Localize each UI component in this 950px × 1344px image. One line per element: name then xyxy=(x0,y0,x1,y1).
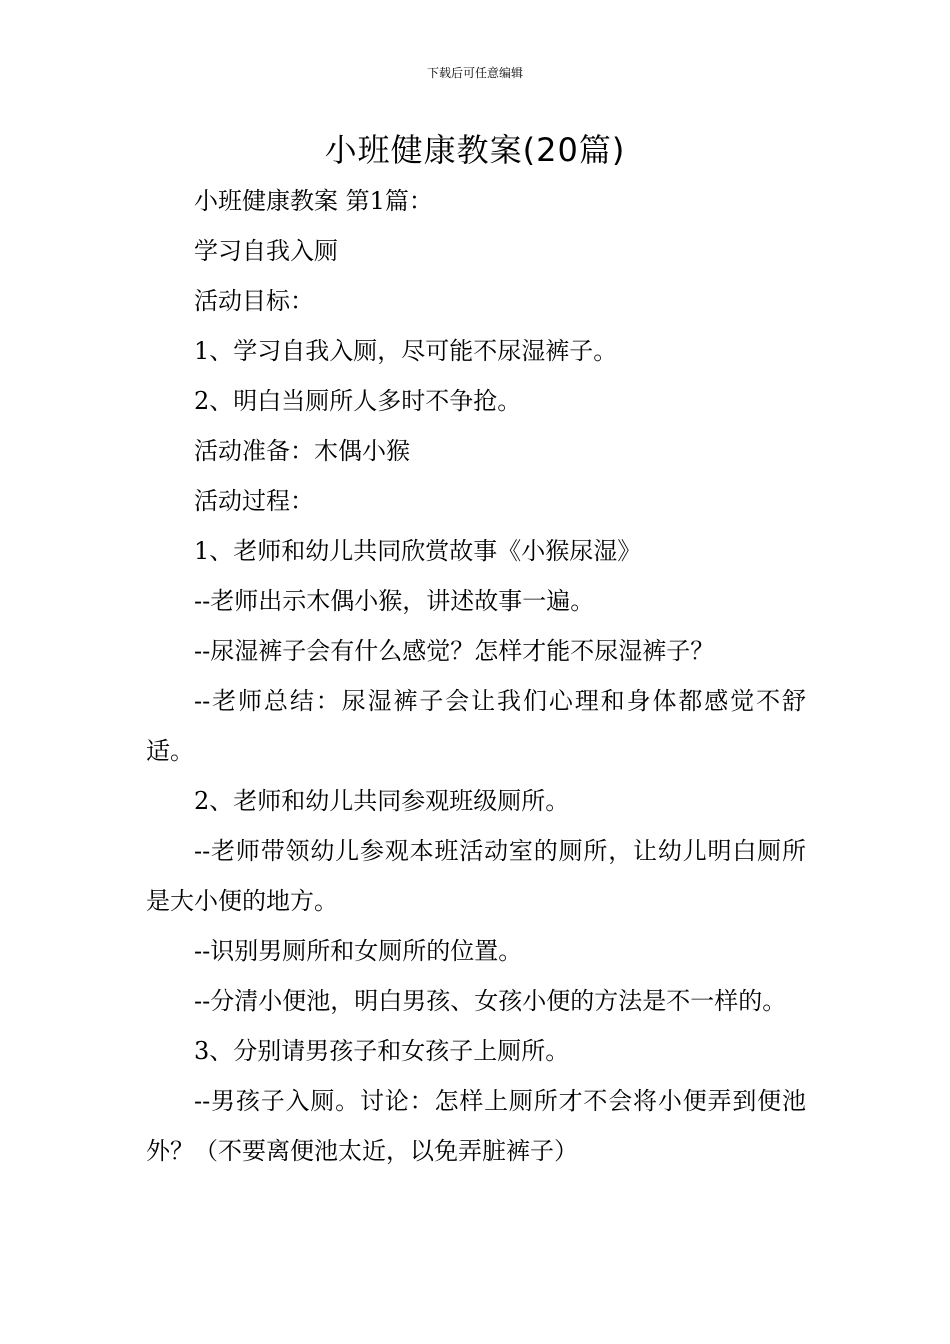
paragraph-step-3: 3、分别请男孩子和女孩子上厕所。 xyxy=(194,1037,570,1065)
paragraph-section-heading: 小班健康教案 第1篇： xyxy=(194,187,433,215)
paragraph-step-1: 1、老师和幼儿共同欣赏故事《小猴尿湿》 xyxy=(194,537,642,565)
paragraph-goal-2: 2、明白当厕所人多时不争抢。 xyxy=(194,387,522,415)
paragraph-step-1-summary: --老师总结：尿湿裤子会让我们心理和身体都感觉不舒适。 xyxy=(146,687,806,765)
paragraph-preparation: 活动准备：木偶小猴 xyxy=(194,437,410,465)
paragraph-goals-label: 活动目标： xyxy=(194,287,314,315)
paragraph-step-2: 2、老师和幼儿共同参观班级厕所。 xyxy=(194,787,570,815)
paragraph-step-2-detail-a: --老师带领幼儿参观本班活动室的厕所，让幼儿明白厕所是大小便的地方。 xyxy=(146,837,806,915)
paragraph-step-2-detail-b: --识别男厕所和女厕所的位置。 xyxy=(194,937,523,965)
document-title: 小班健康教案(20篇) xyxy=(324,131,626,169)
paragraph-process-label: 活动过程： xyxy=(194,487,314,515)
page-header-note: 下载后可任意编辑 xyxy=(426,66,523,80)
paragraph-step-1-detail-b: --尿湿裤子会有什么感觉？怎样才能不尿湿裤子？ xyxy=(194,637,715,665)
paragraph-lesson-name: 学习自我入厕 xyxy=(194,237,338,265)
paragraph-goal-1: 1、学习自我入厕，尽可能不尿湿裤子。 xyxy=(194,337,618,365)
paragraph-step-3-detail-a: --男孩子入厕。讨论：怎样上厕所才不会将小便弄到便池外？（不要离便池太近，以免弄脏裤子） xyxy=(146,1087,806,1165)
document-body xyxy=(146,176,806,1176)
paragraph-step-1-detail-a: --老师出示木偶小猴，讲述故事一遍。 xyxy=(194,587,595,615)
paragraph-step-2-detail-c: --分清小便池，明白男孩、女孩小便的方法是不一样的。 xyxy=(194,987,787,1015)
